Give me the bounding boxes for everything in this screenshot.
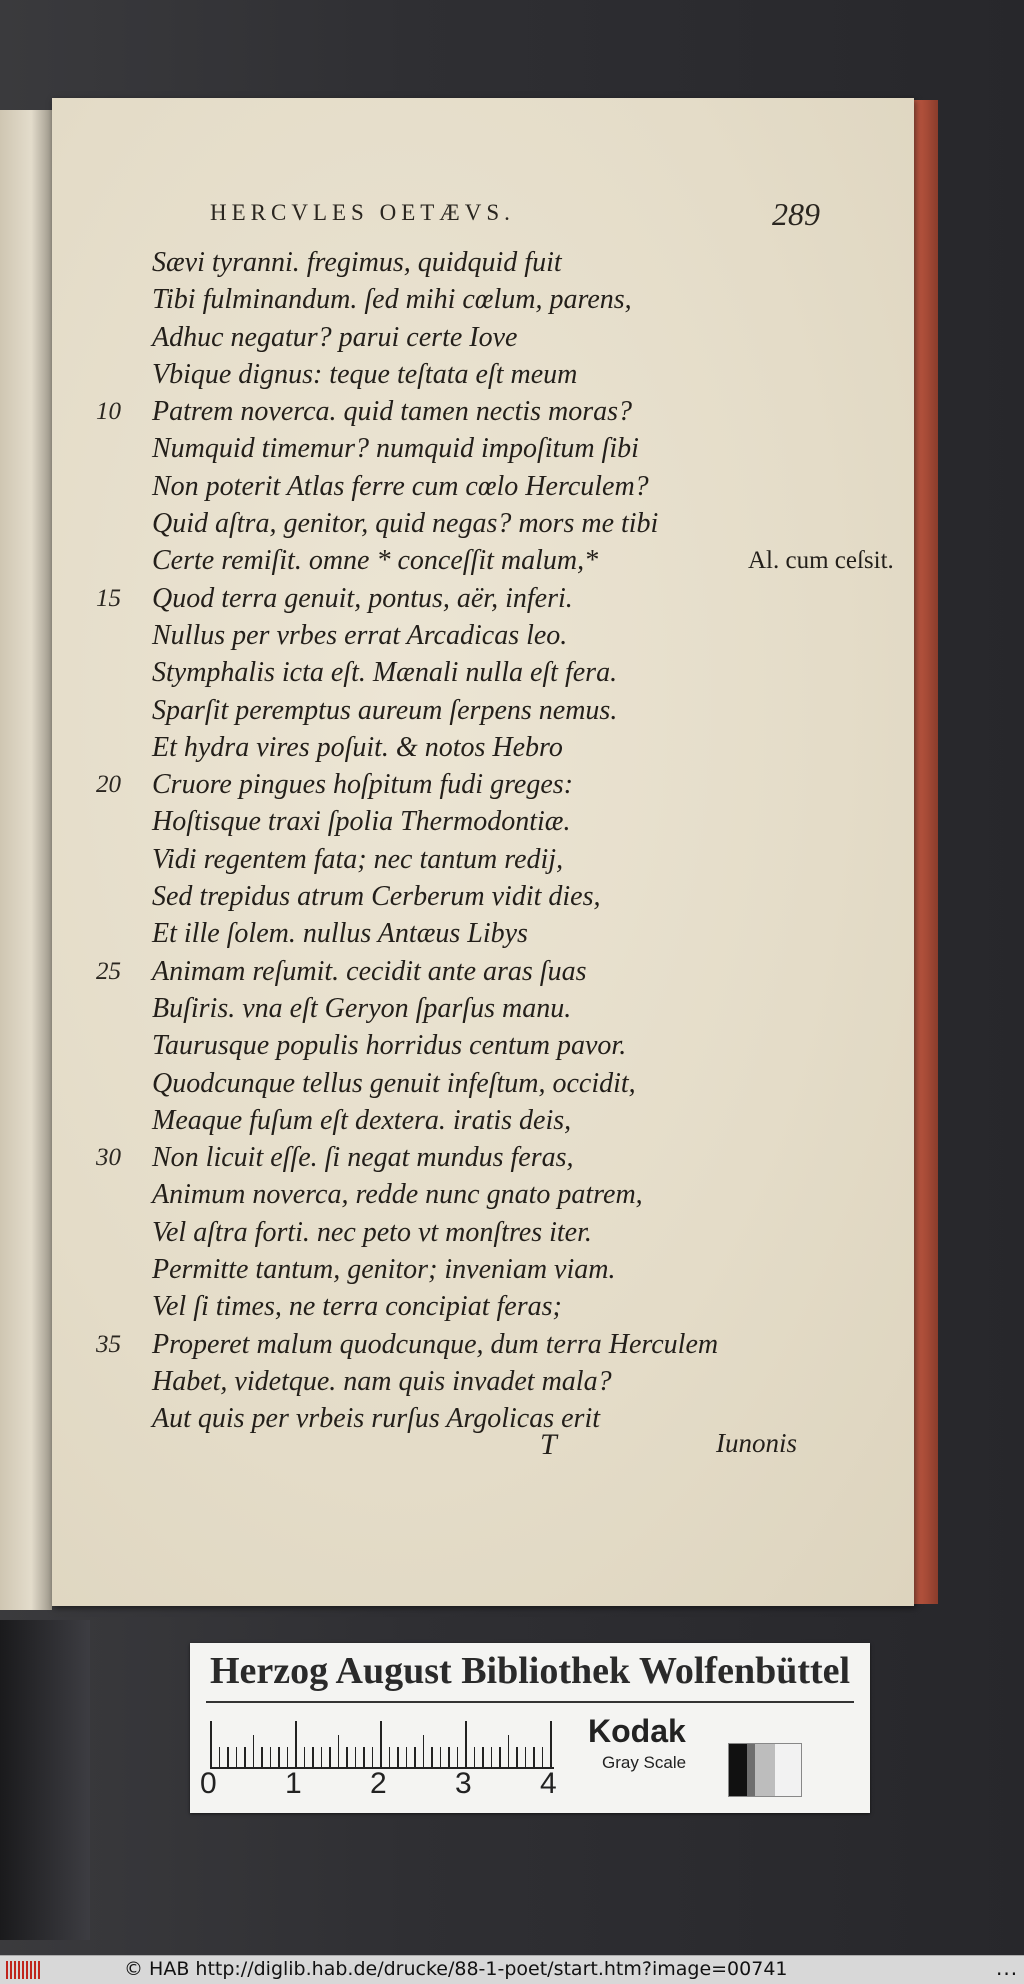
- ruler-tick: [253, 1735, 255, 1769]
- logo-bar: [26, 1961, 28, 1979]
- catchword: Iunonis: [716, 1428, 797, 1458]
- ruler-tick: [397, 1747, 399, 1769]
- line-text: Sed trepidus atrum Cerberum vidit dies,: [152, 881, 601, 913]
- logo-bar: [22, 1961, 24, 1979]
- verse-line: [96, 505, 876, 542]
- verse-line: [96, 766, 876, 803]
- ruler-tick: [287, 1747, 289, 1769]
- logo-bar: [6, 1961, 8, 1979]
- line-text: Cruore pingues hoſpitum fudi greges:: [152, 769, 574, 801]
- verse-line: [96, 244, 876, 281]
- line-text: Patrem noverca. quid tamen nectis moras?: [152, 396, 633, 428]
- ruler-tick: [431, 1747, 433, 1769]
- ruler-tick: [406, 1747, 408, 1769]
- line-text: Sævi tyranni. fregimus, quidquid fuit: [152, 247, 562, 278]
- scan-holder: [0, 1620, 90, 1940]
- verse-line: [96, 542, 894, 579]
- running-head: HERCVLES OETÆVS.: [210, 200, 515, 225]
- card-title: Herzog August Bibliothek Wolfenbüttel: [210, 1650, 851, 1692]
- color-target-card: [190, 1643, 870, 1813]
- verse-line: [96, 319, 876, 356]
- ruler-tick: [423, 1735, 425, 1769]
- gray-scale-label: Gray Scale: [602, 1753, 687, 1772]
- card-divider: [206, 1701, 854, 1703]
- ruler-number: 4: [540, 1767, 557, 1800]
- verse-line: [96, 1288, 876, 1325]
- verse-line: [96, 393, 876, 430]
- logo-bar: [38, 1961, 40, 1979]
- ruler-tick: [542, 1747, 544, 1769]
- line-text: Vidi regentem fata; nec tantum redij,: [152, 843, 564, 875]
- line-text: Et hydra vires poſuit. & notos Hebro: [152, 731, 563, 763]
- verse-line: [96, 1176, 876, 1213]
- ruler-tick: [210, 1721, 212, 1769]
- line-text: Nullus per vrbes errat Arcadicas leo.: [152, 619, 568, 651]
- gray-swatch: [729, 1744, 747, 1796]
- line-text: Non poterit Atlas ferre cum cœlo Herculem?: [152, 470, 649, 502]
- line-text: Vel ſi times, ne terra concipiat feras;: [152, 1291, 562, 1323]
- verse-line: [96, 580, 876, 617]
- ruler-tick: [329, 1747, 331, 1769]
- ruler-numbers: [200, 1767, 580, 1803]
- ruler-tick: [457, 1747, 459, 1769]
- line-text: Animum noverca, redde nunc gnato patrem,: [152, 1179, 643, 1211]
- facing-page-edge: [0, 110, 52, 1610]
- ruler-tick: [491, 1747, 493, 1769]
- line-text: Meaque fuſum eſt dextera. iratis deis,: [152, 1104, 572, 1136]
- ruler-tick: [533, 1747, 535, 1769]
- more-menu-icon[interactable]: ...: [996, 1956, 1019, 1980]
- footer-bar: [0, 1955, 1024, 1984]
- ruler-tick: [261, 1747, 263, 1769]
- logo-bar: [18, 1961, 20, 1979]
- verse-line: [96, 841, 876, 878]
- logo-bar: [14, 1961, 16, 1979]
- verse-block: [96, 244, 894, 1438]
- ruler-tick: [363, 1747, 365, 1769]
- ruler-tick: [321, 1747, 323, 1769]
- line-text: Non licuit eſſe. ſi negat mundus feras,: [152, 1142, 574, 1174]
- line-text: Adhuc negatur? parui certe Iove: [152, 321, 518, 353]
- ruler-number: 0: [200, 1767, 217, 1800]
- ruler-tick: [338, 1735, 340, 1769]
- ruler-tick: [440, 1747, 442, 1769]
- ruler-tick: [312, 1747, 314, 1769]
- line-number: 30: [96, 1144, 121, 1172]
- line-text: Quod terra genuit, pontus, aër, inferi.: [152, 582, 573, 614]
- line-text: Et ille ſolem. nullus Antæus Libys: [152, 918, 528, 950]
- ruler-tick: [244, 1747, 246, 1769]
- verse-line: [96, 803, 876, 840]
- line-text: Buſiris. vna eſt Geryon ſparſus manu.: [152, 992, 572, 1024]
- verse-line: [96, 468, 876, 505]
- gray-swatch: [775, 1744, 801, 1796]
- verse-line: [96, 1027, 876, 1064]
- verse-line: [96, 1102, 876, 1139]
- footer-catchwords: [96, 1428, 816, 1468]
- verse-line: [96, 729, 876, 766]
- ruler-number: 2: [370, 1767, 387, 1800]
- signature-mark: T: [540, 1428, 557, 1461]
- verse-line: [96, 1251, 876, 1288]
- marginal-note: Al. cum ceſsit.: [748, 547, 894, 575]
- ruler-tick: [448, 1747, 450, 1769]
- ruler-tick: [465, 1721, 467, 1769]
- line-text: Vel aſtra forti. nec peto vt monſtres iter.: [152, 1216, 592, 1248]
- line-text: Sparſit peremptus aureum ſerpens nemus.: [152, 694, 618, 726]
- gray-swatch: [747, 1744, 755, 1796]
- line-text: Certe remiſit. omne * conceſſit malum,*: [152, 545, 599, 577]
- verse-line: [96, 1363, 876, 1400]
- ruler-tick: [474, 1747, 476, 1769]
- verse-line: [96, 990, 876, 1027]
- ruler-tick: [304, 1747, 306, 1769]
- logo-bar: [10, 1961, 12, 1979]
- line-text: Habet, videtque. nam quis invadet mala?: [152, 1365, 612, 1397]
- line-text: Tibi fulminandum. ſed mihi cœlum, parens,: [152, 284, 632, 316]
- ruler-tick: [270, 1747, 272, 1769]
- verse-line: [96, 1326, 876, 1363]
- scale-ruler: [210, 1719, 554, 1769]
- ruler-tick: [278, 1747, 280, 1769]
- gray-swatch: [755, 1744, 775, 1796]
- ruler-tick: [414, 1747, 416, 1769]
- verse-line: [96, 953, 876, 990]
- line-number: 10: [96, 398, 121, 426]
- line-number: 35: [96, 1330, 121, 1358]
- ruler-tick: [508, 1735, 510, 1769]
- ruler-tick: [499, 1747, 501, 1769]
- ruler-tick: [295, 1721, 297, 1769]
- ruler-number: 1: [285, 1767, 302, 1800]
- ruler-tick: [219, 1747, 221, 1769]
- line-number: 25: [96, 957, 121, 985]
- line-text: Animam reſumit. cecidit ante aras ſuas: [152, 955, 587, 987]
- ruler-tick: [525, 1747, 527, 1769]
- verse-line: [96, 878, 876, 915]
- line-text: Aut quis per vrbeis rurſus Argolicas erit: [152, 1403, 600, 1435]
- ruler-tick: [346, 1747, 348, 1769]
- ruler-tick: [516, 1747, 518, 1769]
- ruler-tick: [482, 1747, 484, 1769]
- verse-line: [96, 1214, 876, 1251]
- line-text: Vbique dignus: teque teſtata eſt meum: [152, 358, 578, 390]
- verse-line: [96, 654, 876, 691]
- ruler-tick: [389, 1747, 391, 1769]
- copyright-link[interactable]: © HAB http://diglib.hab.de/drucke/88-1-poet/start.htm?image=00741: [124, 1958, 788, 1980]
- line-number: 20: [96, 771, 121, 799]
- line-text: Hoſtisque traxi ſpolia Thermodontiæ.: [152, 806, 571, 838]
- ruler-tick: [355, 1747, 357, 1769]
- line-text: Quid aſtra, genitor, quid negas? mors me tibi: [152, 508, 659, 540]
- logo-bar: [34, 1961, 36, 1979]
- ruler-tick: [550, 1721, 552, 1769]
- kodak-logo: Kodak: [588, 1713, 686, 1749]
- hab-logo-icon: [6, 1961, 44, 1979]
- verse-line: [96, 1139, 876, 1176]
- verse-line: [96, 1065, 876, 1102]
- page-number: 289: [772, 196, 820, 232]
- verse-line: [96, 692, 876, 729]
- line-text: Properet malum quodcunque, dum terra Herculem: [152, 1328, 719, 1360]
- gray-swatches: [728, 1743, 802, 1797]
- verse-line: [96, 430, 876, 467]
- ruler-tick: [227, 1747, 229, 1769]
- ruler-tick: [380, 1721, 382, 1769]
- verse-line: [96, 617, 876, 654]
- ruler-tick: [236, 1747, 238, 1769]
- ruler-number: 3: [455, 1767, 472, 1800]
- line-text: Taurusque populis horridus centum pavor.: [152, 1030, 627, 1062]
- line-number: 15: [96, 584, 121, 612]
- line-text: Quodcunque tellus genuit infeſtum, occidit,: [152, 1067, 636, 1099]
- ruler-tick: [372, 1747, 374, 1769]
- line-text: Stymphalis icta eſt. Mænali nulla eſt fera.: [152, 657, 618, 689]
- verse-line: [96, 915, 876, 952]
- logo-bar: [30, 1961, 32, 1979]
- verse-line: [96, 356, 876, 393]
- line-text: Permitte tantum, genitor; inveniam viam.: [152, 1254, 616, 1286]
- line-text: Numquid timemur? numquid impoſitum ſibi: [152, 433, 639, 465]
- verse-line: [96, 281, 876, 318]
